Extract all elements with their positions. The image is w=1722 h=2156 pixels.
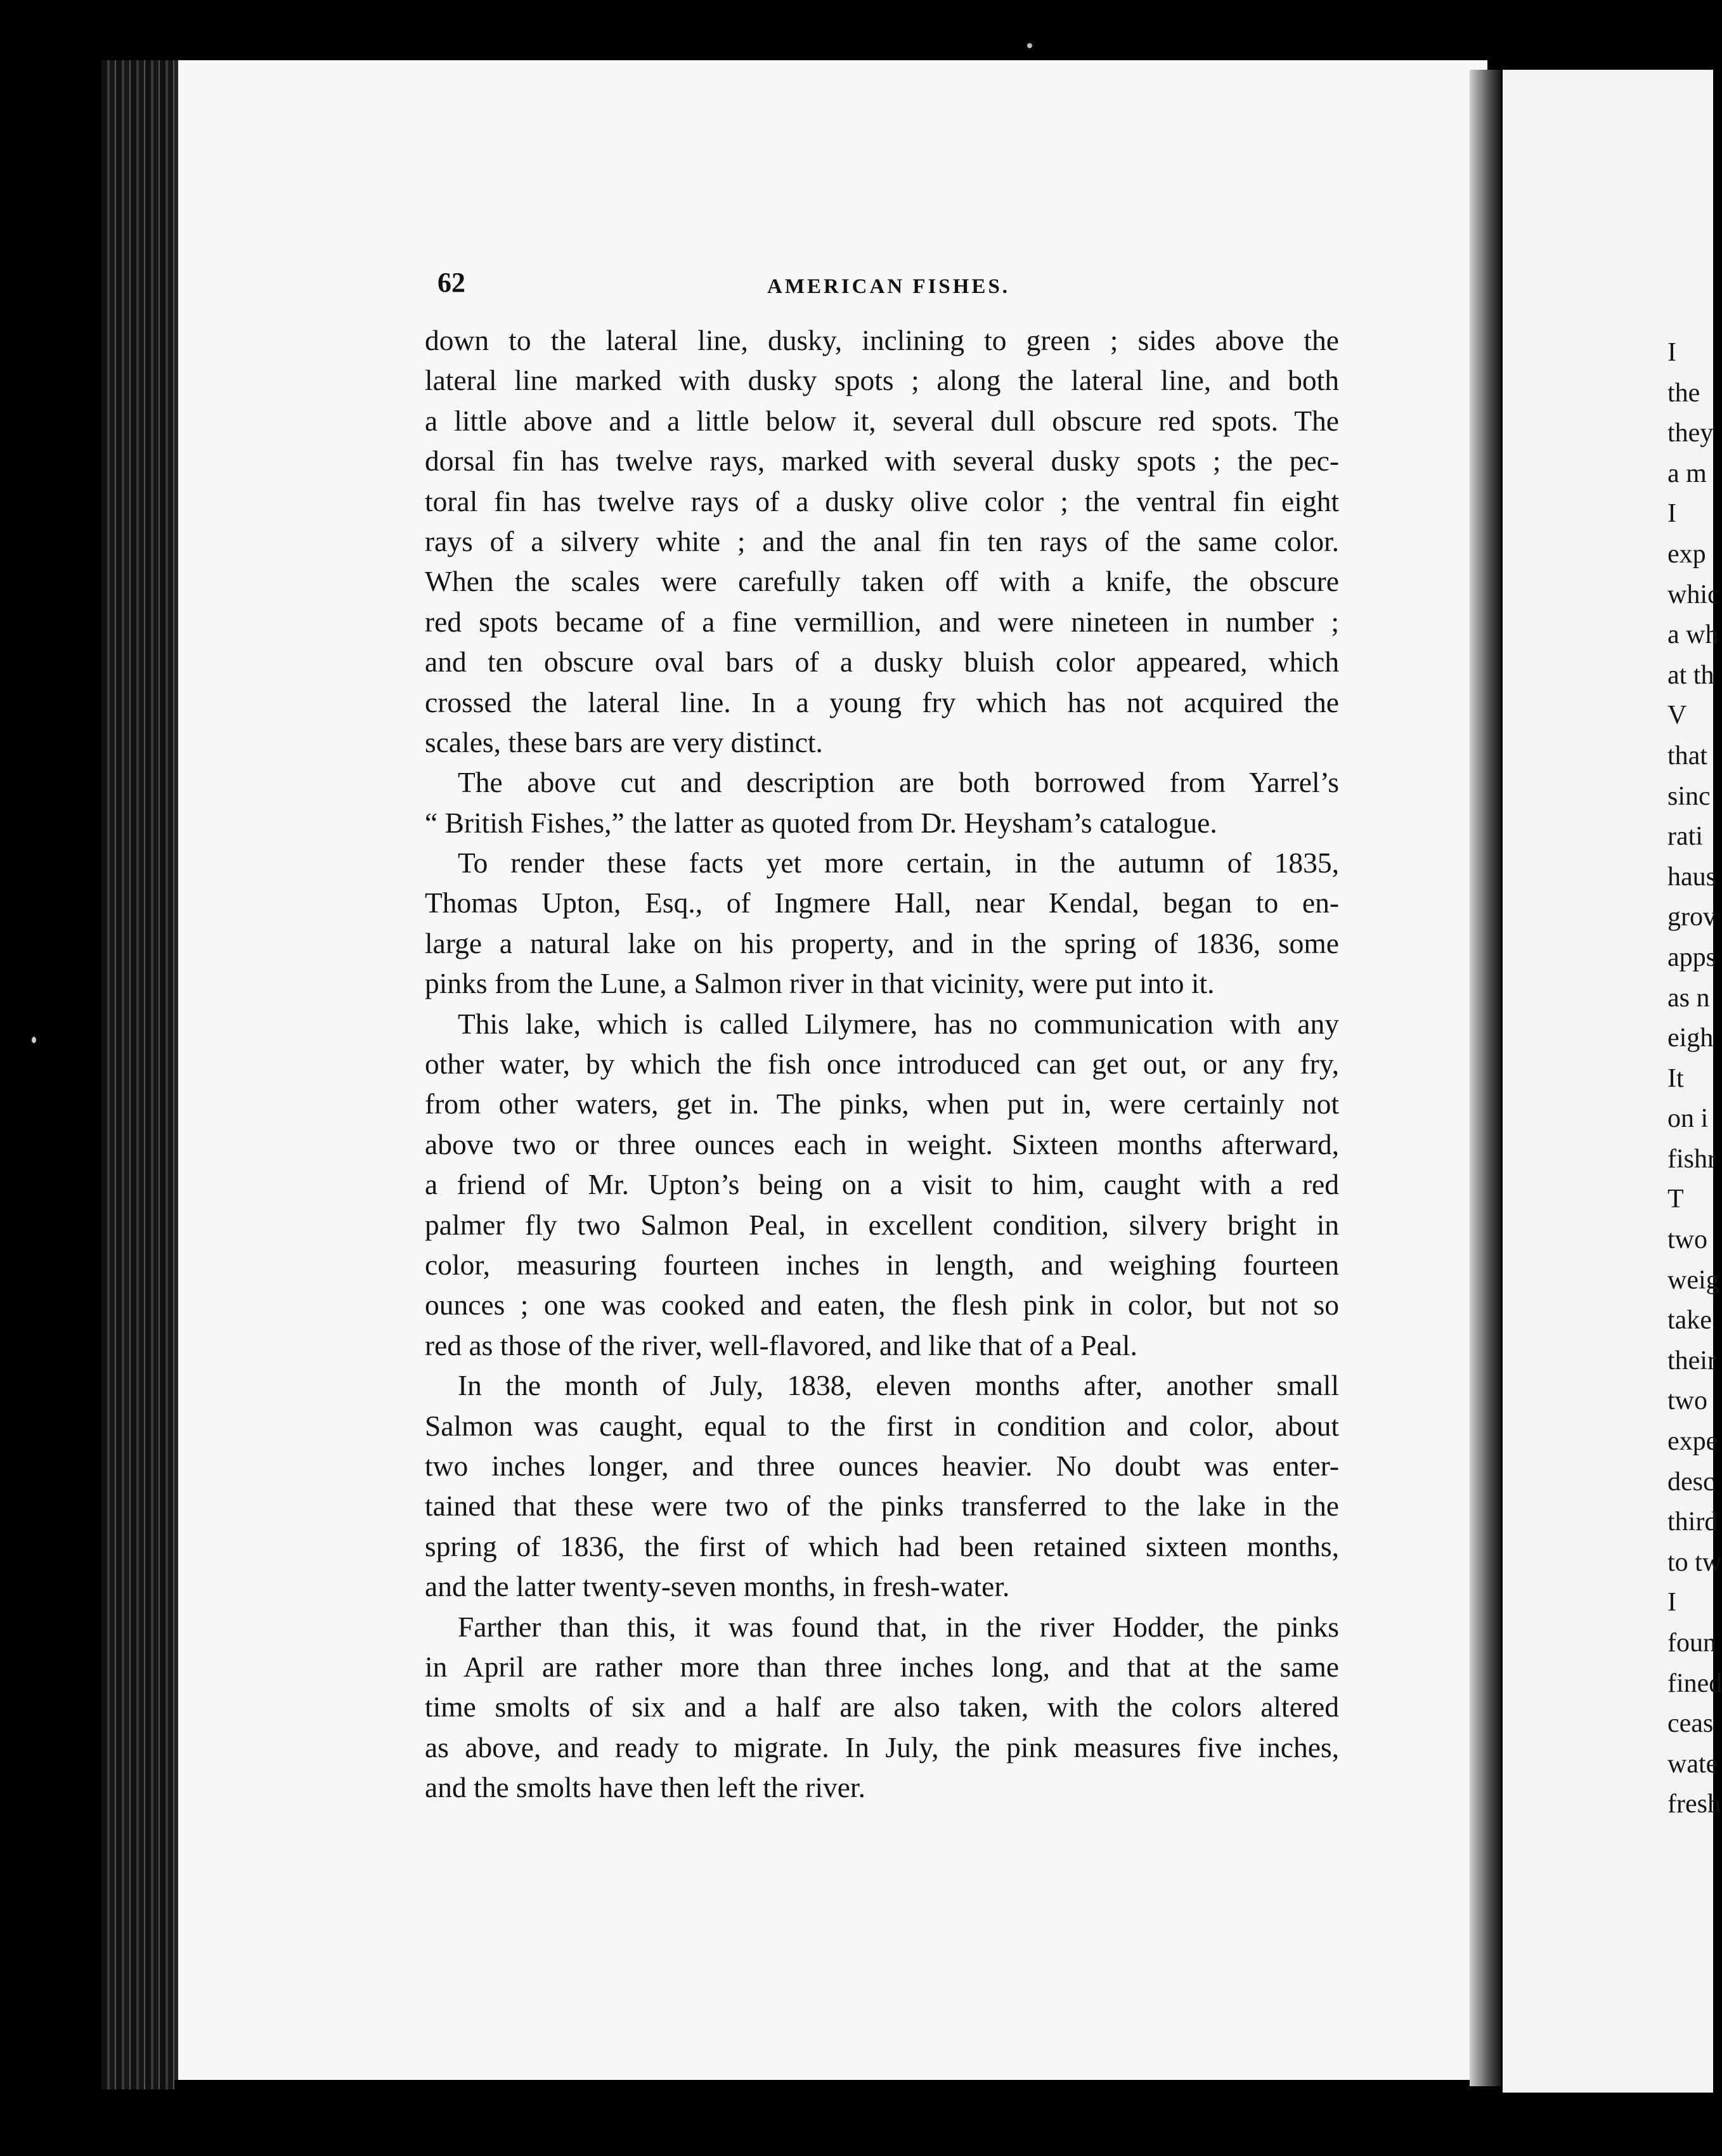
body-text	[425, 320, 1339, 1807]
text-fragment: ceas	[1667, 1709, 1714, 1739]
text-fragment: the	[1667, 378, 1700, 408]
text-fragment: rati	[1667, 822, 1703, 852]
text-line: rays of a silvery white ; and the anal fin ten rays of the same color.	[425, 524, 1339, 557]
text-line: To render these facts yet more certain, in the autumn of 1835,	[458, 847, 1339, 880]
text-line: color, measuring fourteen inches in length, and weighing fourteen	[425, 1248, 1339, 1281]
text-fragment: V	[1667, 701, 1687, 731]
text-fragment: to tw	[1667, 1547, 1722, 1577]
text-line: red spots became of a fine vermillion, and were nineteen in number ;	[425, 605, 1339, 638]
text-line: and the smolts have then left the river.	[425, 1771, 865, 1804]
text-fragment: third	[1667, 1507, 1718, 1537]
text-line: and the latter twenty-seven months, in fresh-water.	[425, 1570, 1010, 1603]
text-line: other water, by which the fish once introduced can get out, or any fry,	[425, 1048, 1339, 1081]
text-line: down to the lateral line, dusky, inclining to green ; sides above the	[425, 324, 1339, 356]
text-line: Salmon was caught, equal to the first in condition and color, about	[425, 1409, 1339, 1442]
text-line: This lake, which is called Lilymere, has no communication with any	[458, 1007, 1339, 1040]
text-fragment: haus	[1667, 862, 1716, 892]
text-line: tained that these were two of the pinks transferred to the lake in the	[425, 1490, 1339, 1523]
text-line: spring of 1836, the first of which had been retained sixteen months,	[425, 1529, 1339, 1562]
text-line: ounces ; one was cooked and eaten, the flesh pink in color, but not so	[425, 1289, 1339, 1322]
text-fragment: they	[1667, 419, 1714, 448]
text-line: two inches longer, and three ounces heavier. No doubt was enter-	[425, 1449, 1339, 1482]
text-fragment: fishr	[1667, 1144, 1716, 1174]
book-spine-edge	[101, 60, 174, 2089]
page-number: 62	[437, 267, 465, 298]
text-fragment: It	[1667, 1063, 1684, 1093]
text-line: When the scales were carefully taken off with a knife, the obscure	[425, 565, 1339, 598]
text-line: lateral line marked with dusky spots ; along the lateral line, and both	[425, 364, 1339, 397]
text-fragment: a m	[1667, 458, 1707, 488]
book-gutter-shadow	[1470, 70, 1501, 2086]
text-fragment: eigh	[1667, 1023, 1714, 1053]
right-page-text-fragments	[1667, 333, 1722, 1825]
text-fragment: wate	[1667, 1749, 1718, 1779]
text-fragment: desc	[1667, 1467, 1715, 1497]
scan-speck	[1027, 43, 1032, 48]
text-fragment: foun	[1667, 1628, 1716, 1658]
text-fragment: expe	[1667, 1427, 1718, 1457]
text-line: toral fin has twelve rays of a dusky olive color ; the ventral fin eight	[425, 484, 1339, 517]
running-title: AMERICAN FISHES.	[767, 275, 1011, 298]
text-line: above two or three ounces each in weight. Sixteen months afterward,	[425, 1127, 1339, 1160]
text-line: from other waters, get in. The pinks, when put in, were certainly not	[425, 1088, 1339, 1120]
text-fragment: fresh	[1667, 1789, 1721, 1819]
text-line: Farther than this, it was found that, in the river Hodder, the pinks	[458, 1610, 1339, 1643]
text-line: “ British Fishes,” the latter as quoted from Dr. Heysham’s catalogue.	[425, 806, 1217, 839]
text-fragment: fined	[1667, 1668, 1722, 1698]
text-fragment: a wh	[1667, 620, 1719, 650]
text-fragment: whic	[1667, 580, 1719, 609]
text-fragment: that	[1667, 741, 1707, 770]
text-line: as above, and ready to migrate. In July, the pink measures five inches,	[425, 1731, 1339, 1763]
text-fragment: as n	[1667, 983, 1710, 1013]
text-line: In the month of July, 1838, eleven months after, another small	[458, 1369, 1339, 1402]
text-fragment: at th	[1667, 660, 1714, 690]
scan-speck	[32, 1037, 36, 1043]
text-fragment: grov	[1667, 902, 1716, 932]
text-line: The above cut and description are both borrowed from Yarrel’s	[458, 766, 1339, 799]
text-fragment: sinc	[1667, 781, 1711, 811]
text-fragment: I	[1667, 338, 1676, 367]
text-line: a little above and a little below it, several dull obscure red spots. The	[425, 404, 1339, 437]
text-line: in April are rather more than three inches long, and that at the same	[425, 1650, 1339, 1683]
text-line: crossed the lateral line. In a young fry which has not acquired the	[425, 685, 1339, 718]
text-line: dorsal fin has twelve rays, marked with several dusky spots ; the pec-	[425, 445, 1339, 477]
text-line: large a natural lake on his property, and in the spring of 1836, some	[425, 926, 1339, 959]
text-line: red as those of the river, well-flavored, and like that of a Peal.	[425, 1328, 1137, 1361]
text-line: and ten obscure oval bars of a dusky bluish color appeared, which	[425, 646, 1339, 679]
text-fragment: I	[1667, 1588, 1676, 1618]
text-fragment: take	[1667, 1306, 1712, 1335]
text-line: pinks from the Lune, a Salmon river in that vicinity, were put into it.	[425, 967, 1215, 1000]
running-head	[437, 266, 1325, 311]
text-fragment: exp	[1667, 539, 1706, 569]
text-fragment: on i	[1667, 1104, 1709, 1134]
text-fragment: their	[1667, 1346, 1716, 1375]
text-line: Thomas Upton, Esq., of Ingmere Hall, near Kendal, began to en-	[425, 886, 1339, 919]
text-fragment: apps	[1667, 942, 1716, 972]
text-fragment: two	[1667, 1225, 1707, 1255]
text-fragment: weig	[1667, 1265, 1719, 1295]
text-fragment: I	[1667, 499, 1676, 529]
text-line: palmer fly two Salmon Peal, in excellent condition, silvery bright in	[425, 1208, 1339, 1241]
text-line: a friend of Mr. Upton’s being on a visit to him, caught with a red	[425, 1168, 1339, 1201]
text-line: time smolts of six and a half are also taken, with the colors altered	[425, 1691, 1339, 1724]
text-fragment: T	[1667, 1185, 1684, 1214]
text-fragment: two	[1667, 1386, 1707, 1416]
text-line: scales, these bars are very distinct.	[425, 725, 823, 758]
